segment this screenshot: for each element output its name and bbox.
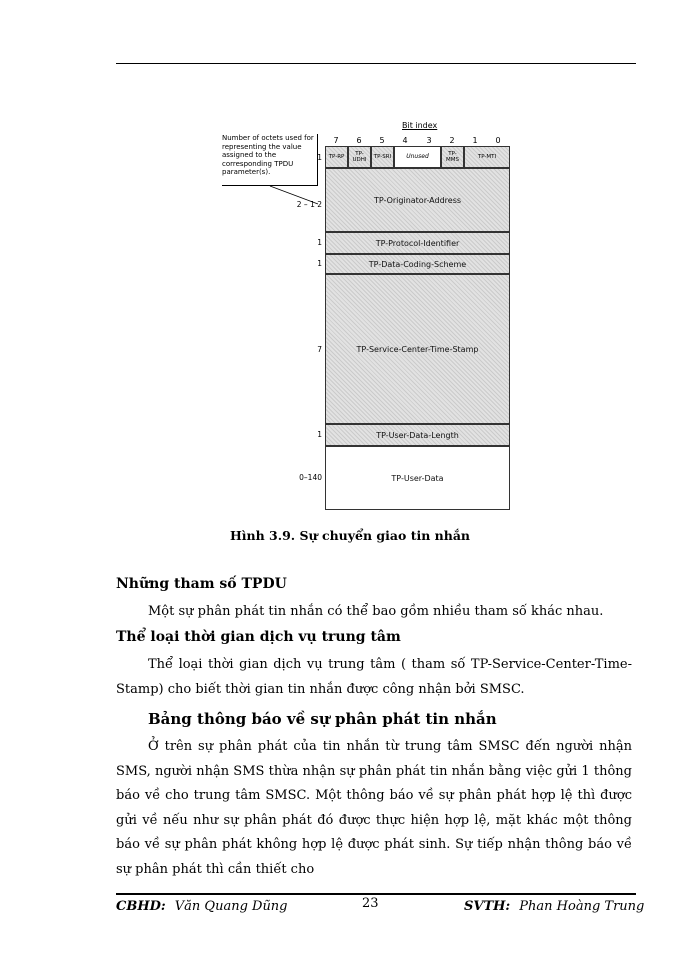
- octets-service-center-time-stamp: 7: [317, 345, 322, 354]
- octets-protocol-identifier: 1: [317, 238, 322, 247]
- bit-number-0: 0: [495, 136, 501, 145]
- bit-number-5: 5: [379, 136, 385, 145]
- bit-number-3: 3: [426, 136, 432, 145]
- paragraph-service-center-time: [116, 653, 632, 702]
- field-label: TP-Service-Center-Time-Stamp: [356, 344, 479, 354]
- bit-index-label: Bit index: [402, 121, 438, 130]
- heading-tpdu-parameters: Những tham số TPDU: [116, 576, 287, 592]
- paragraph-delivery-report: [116, 735, 632, 883]
- paragraph-text: Một sự phân phát tin nhắn có thể bao gồm nhiều tham số khác nhau.: [148, 604, 604, 619]
- field-label: TP-User-Data-Length: [376, 430, 459, 440]
- field-label: TP-Data-Coding-Scheme: [368, 259, 467, 269]
- field-data-coding-scheme: [325, 254, 510, 274]
- cbhd-label: CBHD:: [116, 899, 166, 914]
- octets-user-data: 0–140: [299, 473, 322, 482]
- bit-field-tp-udhi: TP-UDHI: [348, 146, 371, 168]
- bit-field-unused: Unused: [394, 146, 441, 168]
- octet-annotation: Number of octets used for representing the value assigned to the corresponding TPDU parameter(s).: [222, 134, 318, 186]
- field-originator-address: [325, 168, 510, 232]
- heading-service-center-time: Thể loại thời gian dịch vụ trung tâm: [116, 629, 401, 645]
- bit-number-4: 4: [402, 136, 408, 145]
- field-label: TP-Originator-Address: [373, 195, 462, 205]
- octets-data-coding-scheme: 1: [317, 259, 322, 268]
- figure-caption: Hình 3.9. Sự chuyển giao tin nhắn: [229, 528, 471, 543]
- bit-number-2: 2: [449, 136, 455, 145]
- footer-rule: [116, 893, 636, 895]
- field-label: TP-User-Data: [391, 473, 444, 483]
- paragraph-text: Ở trên sự phân phát của tin nhắn từ trung tâm SMSC đến người nhận SMS, người nhận SMS thừa nhận sự phân phát tin nhắn bằng việc gửi 1 thông báo về cho trung tâm SMSC. Một thông báo về sự phân phát hợp lệ thì được gửi về nếu như sự phân phát đó được thực hiện hợp lệ, mặt khác một thông báo về sự phân phát không hợp lệ được phát sinh. Sự tiếp nhận thông báo về sự phân phát thì cần thiết cho: [116, 739, 632, 877]
- footer-student: [464, 899, 644, 914]
- bit-number-1: 1: [472, 136, 478, 145]
- octets-user-data-length: 1: [317, 430, 322, 439]
- paragraph-text: Thể loại thời gian dịch vụ trung tâm ( tham số TP-Service-Center-Time-Stamp) cho biết thời gian tin nhắn được công nhận bởi SMSC.: [116, 657, 632, 697]
- octets-originator-address: 2 – 1 2: [296, 200, 322, 209]
- field-label: TP-Protocol-Identifier: [375, 238, 460, 248]
- bit-field-tp-mms: TP-MMS: [441, 146, 464, 168]
- svth-name: Phan Hoàng Trung: [519, 899, 645, 914]
- field-protocol-identifier: [325, 232, 510, 254]
- page-number: 23: [362, 896, 379, 911]
- first-row-octets: 1: [317, 153, 322, 162]
- footer-supervisor: [116, 899, 288, 914]
- bit-field-tp-rp: TP-RP: [325, 146, 348, 168]
- field-user-data: [325, 446, 510, 510]
- cbhd-name: Văn Quang Dũng: [174, 899, 288, 914]
- bit-field-tp-mti: TP-MTI: [464, 146, 510, 168]
- bit-number-7: 7: [333, 136, 339, 145]
- heading-delivery-report: Bảng thông báo về sự phân phát tin nhắn: [148, 710, 497, 728]
- paragraph-tpdu-parameters: [116, 600, 632, 625]
- bit-number-6: 6: [356, 136, 362, 145]
- field-service-center-time-stamp: [325, 274, 510, 424]
- field-user-data-length: [325, 424, 510, 446]
- bit-field-tp-sri: TP-SRI: [371, 146, 394, 168]
- svth-label: SVTH:: [464, 899, 511, 914]
